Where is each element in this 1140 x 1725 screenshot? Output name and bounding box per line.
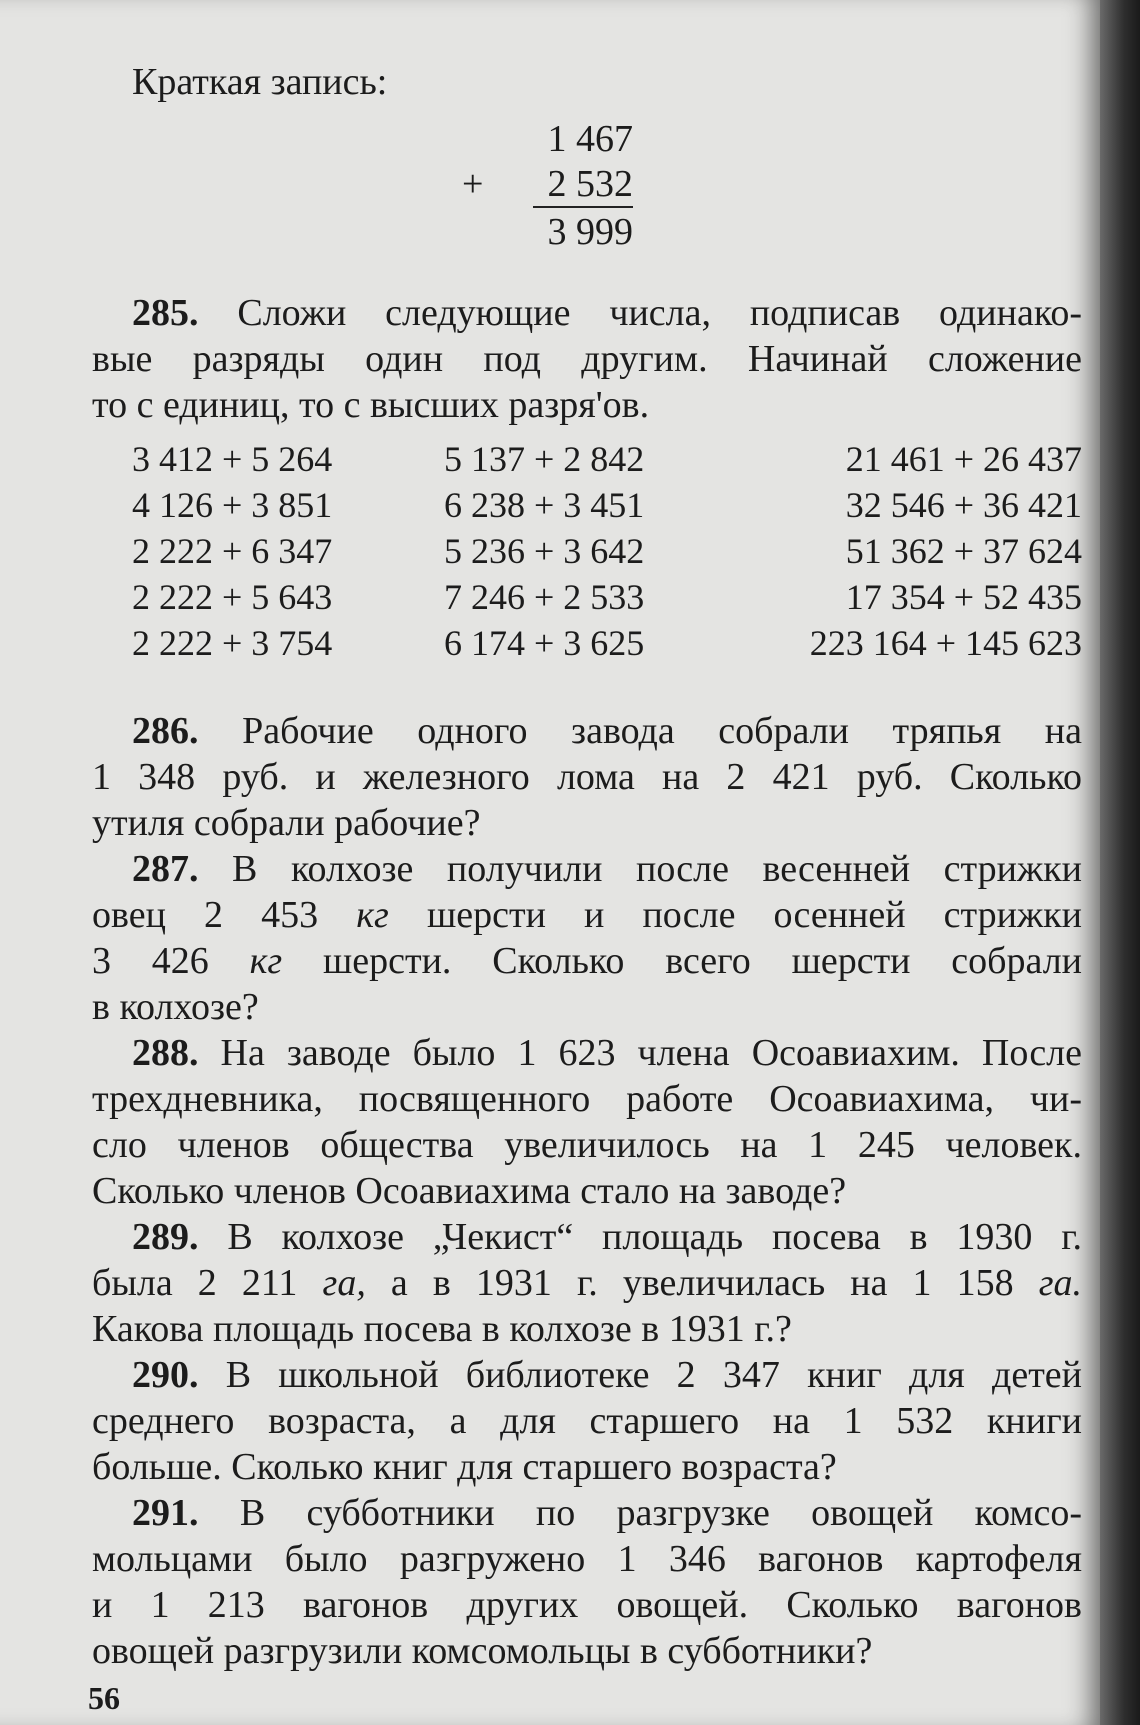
sum-rule (533, 206, 633, 208)
addend-1: 1 467 (547, 118, 633, 160)
exercise-row (132, 530, 1082, 576)
p288-line-1: 288. На заводе было 1 623 члена Осоавиахим. После (132, 1032, 1083, 1074)
exercise: 17 354 + 52 435 (845, 577, 1082, 617)
exercise: 6 238 + 3 451 (444, 485, 645, 525)
exercise: 2 222 + 5 643 (132, 577, 333, 617)
exercise: 2 222 + 6 347 (132, 531, 333, 571)
p287-line-1: 287. В колхозе получили после весенней стрижки (132, 848, 1082, 890)
p289-line-1: 289. В колхозе „Чекист“ площадь посева в 1930 г. (132, 1216, 1083, 1258)
exercise: 2 222 + 3 754 (132, 623, 333, 663)
exercise: 223 164 + 145 623 (809, 623, 1082, 663)
p290-line-1: 290. В школьной библиотеке 2 347 книг для детей (132, 1354, 1082, 1396)
plus-sign: + (462, 163, 484, 205)
exercise: 3 412 + 5 264 (132, 439, 333, 479)
exercise-row (132, 576, 1082, 622)
exercise: 5 137 + 2 842 (444, 439, 645, 479)
exercise: 7 246 + 2 533 (444, 577, 645, 617)
problem-number: 287. (132, 848, 199, 890)
exercise: 4 126 + 3 851 (132, 485, 333, 525)
addend-2: 2 532 (547, 163, 633, 205)
page-binding-edge (1100, 0, 1140, 1725)
p287-line-3: 3 426 кг шерсти. Сколько всего шерсти собрали (92, 940, 1083, 982)
exercise-row (132, 622, 1082, 668)
p288-line-4: Сколько членов Осоавиахима стало на заводе? (92, 1170, 847, 1212)
p291-line-1: 291. В субботники по разгрузке овощей комсо- (132, 1492, 1083, 1534)
page-number: 56 (88, 1680, 120, 1716)
problem-number: 291. (132, 1492, 199, 1534)
exercise: 51 362 + 37 624 (845, 531, 1082, 571)
exercise: 32 546 + 36 421 (845, 485, 1082, 525)
p289-line-3: Какова площадь посева в колхозе в 1931 г.? (92, 1308, 792, 1350)
exercise: 5 236 + 3 642 (444, 531, 645, 571)
p291-line-2: мольцами было разгружено 1 346 вагонов картофеля (92, 1538, 1082, 1580)
p285-line-1: 285. Сложи следующие числа, подписав одинако- (132, 292, 1083, 334)
p286-line-3: утиля собрали рабочие? (92, 802, 481, 844)
heading-short-note: Краткая запись: (132, 61, 388, 103)
p286-line-2: 1 348 руб. и железного лома на 2 421 руб. Сколько (92, 756, 1082, 798)
problem-number: 285. (132, 292, 199, 334)
p290-line-3: больше. Сколько книг для старшего возраста? (92, 1446, 837, 1488)
p288-line-3: сло членов общества увеличилось на 1 245 человек. (92, 1124, 1082, 1166)
p286-line-1: 286. Рабочие одного завода собрали тряпья на (132, 710, 1083, 752)
p287-line-4: в колхозе? (92, 986, 259, 1028)
sum-result: 3 999 (547, 211, 633, 253)
p291-line-4: овощей разгрузили комсомольцы в субботники? (92, 1630, 873, 1672)
exercise-row (132, 438, 1082, 484)
problem-number: 290. (132, 1354, 199, 1396)
p291-line-3: и 1 213 вагонов других овощей. Сколько вагонов (92, 1584, 1082, 1626)
exercise-row (132, 484, 1082, 530)
p288-line-2: трехдневника, посвященного работе Осоавиахима, чи- (92, 1078, 1082, 1120)
problem-number: 288. (132, 1032, 199, 1074)
p285-line-3: то с единиц, то с высших разря'ов. (92, 384, 650, 426)
exercise: 21 461 + 26 437 (845, 439, 1082, 479)
p287-line-2: овец 2 453 кг шерсти и после осенней стрижки (92, 894, 1082, 936)
p285-line-2: вые разряды один под другим. Начинай сложение (92, 338, 1082, 380)
exercise: 6 174 + 3 625 (444, 623, 645, 663)
problem-number: 289. (132, 1216, 199, 1258)
p289-line-2: была 2 211 га, а в 1931 г. увеличилась на 1 158 га. (92, 1262, 1083, 1304)
problem-number: 286. (132, 710, 199, 752)
p290-line-2: среднего возраста, а для старшего на 1 532 книги (92, 1400, 1082, 1442)
